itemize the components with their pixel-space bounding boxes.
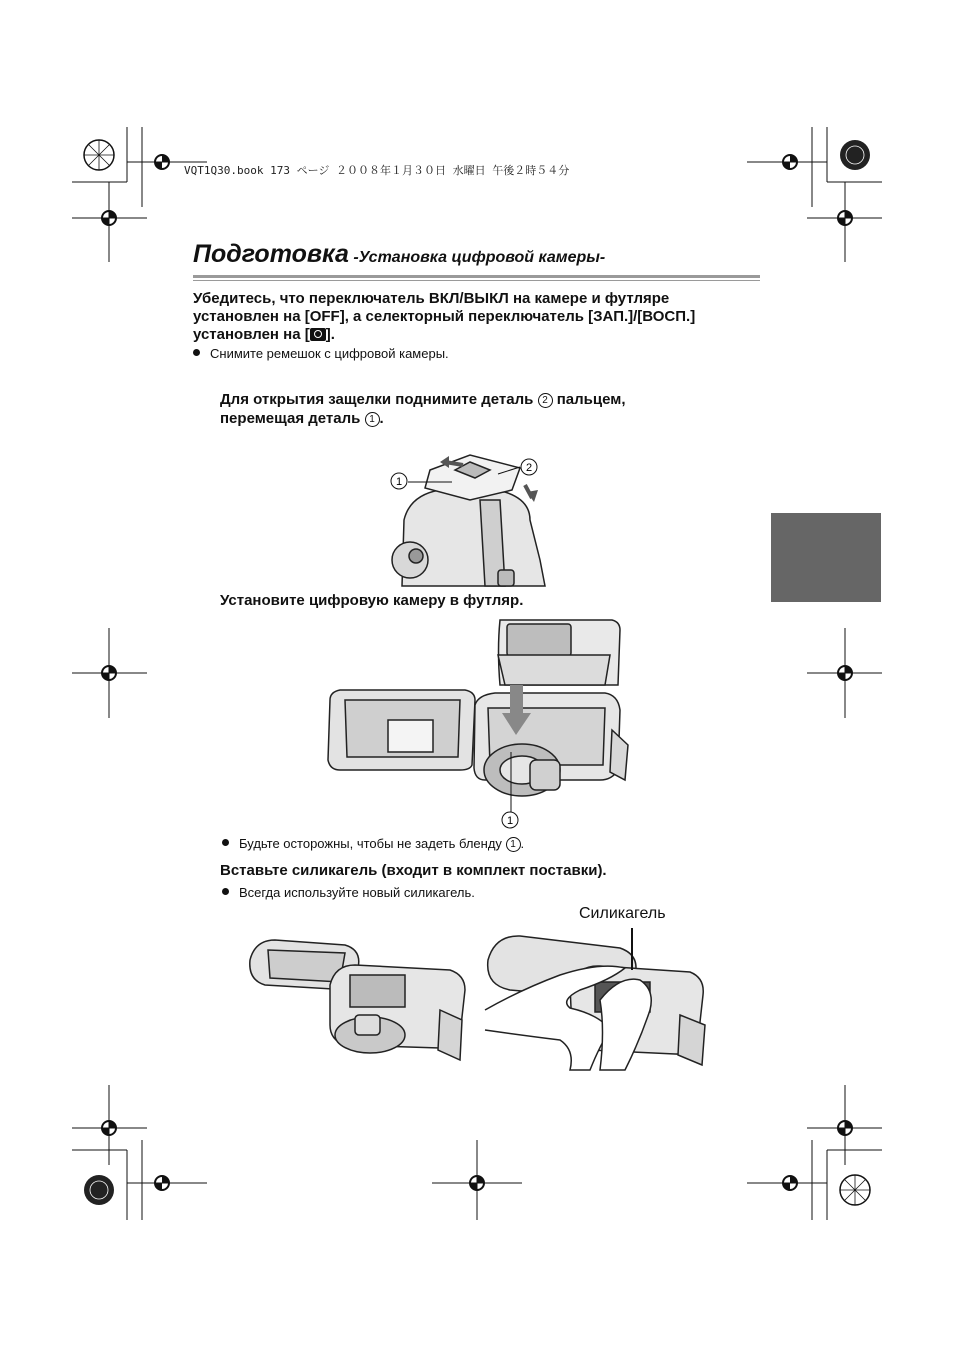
title-main: Подготовка: [193, 240, 349, 268]
intro-line-1: Убедитесь, что переключатель ВКЛ/ВЫКЛ на камере и футляре: [193, 290, 670, 307]
intro-line-2: установлен на [OFF], а селекторный переключатель [ЗАП.]/[ВОСП.]: [193, 308, 696, 325]
circled-number: 2: [538, 393, 553, 408]
callout-2: 2: [525, 462, 533, 474]
circled-number: 1: [365, 412, 380, 427]
title-sub: -Установка цифровой камеры-: [353, 249, 606, 266]
callout-1: 1: [506, 815, 514, 827]
silica-gel-label: Силикагель: [579, 905, 666, 922]
bullet-new-silica: Всегда используйте новый силикагель.: [222, 885, 475, 900]
circled-number: 1: [506, 837, 521, 852]
step-2-text: Установите цифровую камеру в футляр.: [220, 592, 524, 609]
intro-line-3: установлен на [ ].: [193, 326, 335, 343]
callout-1: 1: [395, 476, 403, 488]
step-3-text: Вставьте силикагель (входит в комплект поставки).: [220, 862, 607, 879]
bullet-remove-strap: Снимите ремешок с цифровой камеры.: [193, 346, 449, 361]
bullet-hood-warning: Будьте осторожны, чтобы не задеть бленду 1 .: [222, 836, 524, 852]
step-1-text: Для открытия защелки поднимите деталь 2 пальцем, перемещая деталь 1 .: [220, 391, 626, 427]
print-header: VQT1Q30.book 173 ページ ２００８年１月３０日 水曜日 午後２時５４分: [184, 164, 570, 177]
